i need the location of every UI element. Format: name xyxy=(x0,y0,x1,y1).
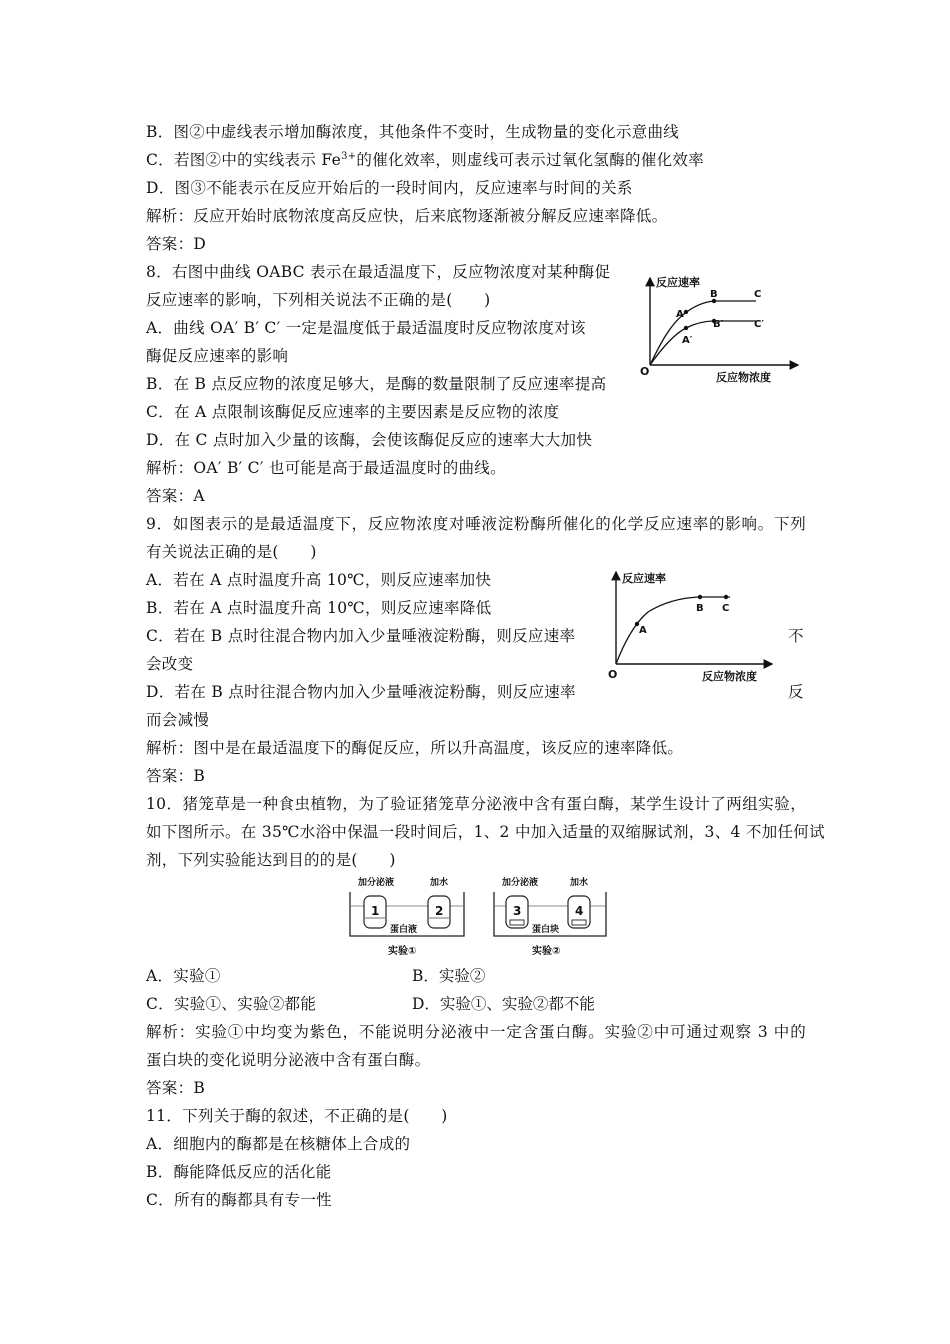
q8-option-a-1: A．曲线 OA′ B′ C′ 一定是温度低于最适温度时反应物浓度对该 xyxy=(146,319,586,337)
label-b: B xyxy=(696,603,704,614)
curve xyxy=(616,597,730,664)
point-a xyxy=(684,310,688,314)
tube-4-label: 4 xyxy=(575,904,584,918)
experiment-1 xyxy=(350,876,464,957)
q10-analysis-2: 蛋白块的变化说明分泌液中含有蛋白酶。 xyxy=(146,1051,431,1069)
exp2-add-right: 加水 xyxy=(570,878,589,888)
origin-label: O xyxy=(608,668,618,681)
q7-option-c-text: C．若图②中的实线表示 Fe xyxy=(146,151,342,169)
superscript: 3+ xyxy=(341,151,357,162)
tube-1-label: 1 xyxy=(371,904,380,918)
q10-option-d: D．实验①、实验②都不能 xyxy=(412,995,595,1013)
q8-graph xyxy=(636,272,806,390)
q7-answer: 答案：D xyxy=(146,235,207,253)
curve-oa2b2c2 xyxy=(650,321,756,365)
q9-analysis: 解析：图中是在最适温度下的酶促反应，所以升高温度，该反应的速率降低。 xyxy=(146,739,684,757)
y-axis-label: 反应速率 xyxy=(622,572,666,585)
q9-answer: 答案：B xyxy=(146,767,206,785)
q9-graph xyxy=(598,566,778,688)
curve-oabc xyxy=(650,301,756,365)
q11-stem: 11．下列关于酶的叙述，不正确的是( ) xyxy=(146,1107,448,1125)
q11-option-b: B．酶能降低反应的活化能 xyxy=(146,1163,332,1181)
q8-answer: 答案：A xyxy=(146,487,205,505)
label-b: B xyxy=(710,289,718,300)
origin-label: O xyxy=(640,365,650,378)
tube-3-label: 3 xyxy=(513,904,522,918)
point-a-prime xyxy=(684,326,688,330)
q10-analysis-1: 解析：实验①中均变为紫色，不能说明分泌液中一定含蛋白酶。实验②中可通过观察 3 中的 xyxy=(146,1023,806,1041)
q10-stem-2: 如下图所示。在 35℃水浴中保温一段时间后，1、2 中加入适量的双缩脲试剂，3、4 不加任何试 xyxy=(146,823,825,841)
q9-option-c-2: 会改变 xyxy=(146,655,194,673)
q11-option-c: C．所有的酶都具有专一性 xyxy=(146,1191,332,1209)
q11-option-a: A．细胞内的酶都是在核糖体上合成的 xyxy=(146,1135,411,1153)
exp1-caption: 实验① xyxy=(388,946,417,957)
label-a-prime: A′ xyxy=(682,335,693,346)
q7-option-c-text-2: 的催化效率，则虚线可表示过氧化氢酶的催化效率 xyxy=(356,151,705,169)
q8-option-a-2: 酶促反应速率的影响 xyxy=(146,347,289,365)
point-b xyxy=(698,595,702,599)
protein-block-4 xyxy=(572,920,586,925)
point-c xyxy=(724,595,728,599)
exp1-add-right: 加水 xyxy=(430,878,449,888)
label-c-prime: C′ xyxy=(754,319,764,330)
x-axis-label: 反应物浓度 xyxy=(716,371,771,384)
q7-analysis: 解析：反应开始时底物浓度高反应快，后来底物逐渐被分解反应速率降低。 xyxy=(146,207,668,225)
q10-option-b: B．实验② xyxy=(412,967,486,985)
q9-option-a: A．若在 A 点时温度升高 10℃，则反应速率加快 xyxy=(146,571,492,589)
q10-option-c: C．实验①、实验②都能 xyxy=(146,995,317,1013)
q9-option-d-tail: 反 xyxy=(788,683,804,701)
q9-option-d-1: D．若在 B 点时往混合物内加入少量唾液淀粉酶，则反应速率 xyxy=(146,683,576,701)
exp2-add-left: 加分泌液 xyxy=(502,878,539,888)
label-c: C xyxy=(754,289,762,300)
q8-analysis: 解析：OA′ B′ C′ 也可能是高于最适温度时的曲线。 xyxy=(146,459,506,477)
exp2-solution: 蛋白块 xyxy=(532,925,560,935)
exp1-solution: 蛋白液 xyxy=(390,925,418,935)
experiment-figure xyxy=(344,874,610,960)
q8-stem-1: 8．右图中曲线 OABC 表示在最适温度下，反应物浓度对某种酶促 xyxy=(146,263,611,281)
y-axis-label: 反应速率 xyxy=(656,276,700,289)
q7-option-b: B．图②中虚线表示增加酶浓度，其他条件不变时，生成物量的变化示意曲线 xyxy=(146,123,680,141)
q9-option-d-2: 而会减慢 xyxy=(146,711,210,729)
q8-option-b: B．在 B 点反应物的浓度足够大，是酶的数量限制了反应速率提高 xyxy=(146,375,607,393)
q7-option-c xyxy=(146,150,704,170)
q9-stem-2: 有关说法正确的是( ) xyxy=(146,543,317,561)
label-b-prime: B′ xyxy=(713,319,724,330)
q10-stem-3: 剂，下列实验能达到目的的是( ) xyxy=(146,851,396,869)
q7-option-d: D．图③不能表示在反应开始后的一段时间内，反应速率与时间的关系 xyxy=(146,179,633,197)
label-c: C xyxy=(722,603,730,614)
label-a: A xyxy=(676,309,684,320)
x-axis-label: 反应物浓度 xyxy=(702,670,757,683)
tube-2-label: 2 xyxy=(435,904,444,918)
q10-answer: 答案：B xyxy=(146,1079,206,1097)
exp2-caption: 实验② xyxy=(532,946,561,957)
q9-option-b: B．若在 A 点时温度升高 10℃，则反应速率降低 xyxy=(146,599,492,617)
exp1-add-left: 加分泌液 xyxy=(358,878,395,888)
q8-stem-2: 反应速率的影响，下列相关说法不正确的是( ) xyxy=(146,291,491,309)
q10-option-a: A．实验① xyxy=(146,967,221,985)
label-a: A xyxy=(639,625,647,636)
q9-option-c-tail: 不 xyxy=(788,627,804,645)
q8-option-c: C．在 A 点限制该酶促反应速率的主要因素是反应物的浓度 xyxy=(146,403,560,421)
q8-option-d: D．在 C 点时加入少量的该酶，会使该酶促反应的速率大大加快 xyxy=(146,431,593,449)
q9-option-c-1: C．若在 B 点时往混合物内加入少量唾液淀粉酶，则反应速率 xyxy=(146,627,576,645)
protein-block-3 xyxy=(510,920,524,925)
q9-stem-1: 9．如图表示的是最适温度下，反应物浓度对唾液淀粉酶所催化的化学反应速率的影响。下列 xyxy=(146,515,806,533)
experiment-2 xyxy=(494,876,606,957)
q10-stem-1: 10．猪笼草是一种食虫植物，为了验证猪笼草分泌液中含有蛋白酶，某学生设计了两组实验， xyxy=(146,795,806,813)
